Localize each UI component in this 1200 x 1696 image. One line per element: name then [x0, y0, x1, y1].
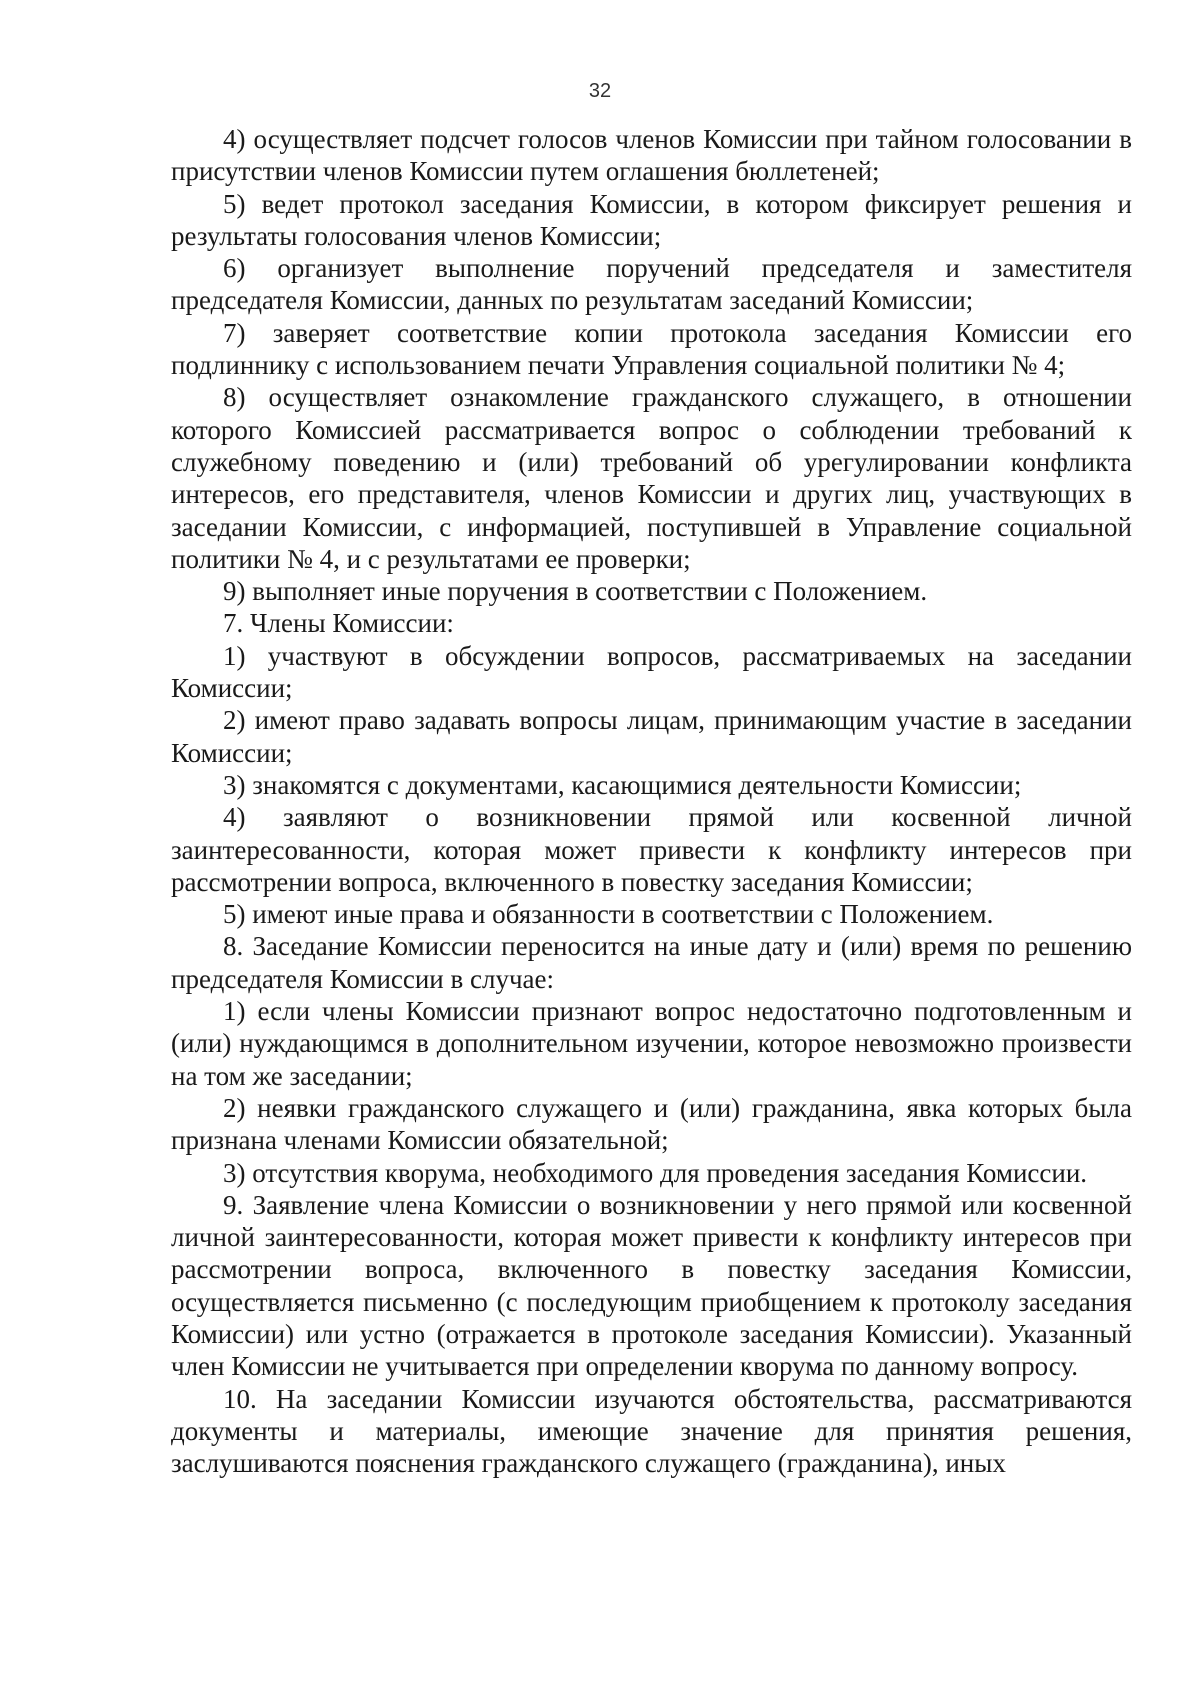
section-7-item-2: 2) имеют право задавать вопросы лицам, принимающим участие в заседании Комиссии;: [171, 705, 1132, 768]
paragraph-item-8-familiarization: 8) осуществляет ознакомление гражданского служащего, в отношении которого Комиссией рассматривается вопрос о соблюдении требований к служебному поведению и (или) требований об урегулировании конфликта интересов, его представителя, членов Комиссии и других лиц, участвующих в заседании Комиссии, с информацией, поступившей в Управление социальной политики № 4, и с результатами ее проверки;: [171, 382, 1132, 574]
section-8-heading: 8. Заседание Комиссии переносится на иные дату и (или) время по решению председателя Комиссии в случае:: [171, 931, 1132, 994]
section-7-item-5: 5) имеют иные права и обязанности в соответствии с Положением.: [223, 899, 994, 930]
section-7-heading: 7. Члены Комиссии:: [223, 608, 454, 639]
section-10-paragraph: 10. На заседании Комиссии изучаются обстоятельства, рассматриваются документы и материалы, имеющие значение для принятия решения, заслушиваются пояснения гражданского служащего (гражданина), иных: [171, 1383, 1132, 1479]
section-7-item-1: 1) участвуют в обсуждении вопросов, рассматриваемых на заседании Комиссии;: [171, 640, 1132, 704]
section-7-item-3: 3) знакомятся с документами, касающимися деятельности Комиссии;: [223, 769, 1022, 800]
section-8-item-3: 3) отсутствия кворума, необходимого для проведения заседания Комиссии.: [223, 1157, 1088, 1188]
paragraph-item-7-certify-copy: 7) заверяет соответствие копии протокола заседания Комиссии его подлиннику с использованием печати Управления социальной политики № 4;: [171, 317, 1132, 381]
section-7-item-4: 4) заявляют о возникновении прямой или косвенной личной заинтересованности, которая может привести к конфликту интересов при рассмотрении вопроса, включенного в повестку заседания Комиссии;: [171, 802, 1132, 897]
paragraph-item-6-instructions: 6) организует выполнение поручений председателя и заместителя председателя Комиссии, данных по результатам заседаний Комиссии;: [171, 253, 1132, 316]
page-number: 32: [588, 80, 612, 102]
section-8-item-1: 1) если члены Комиссии признают вопрос недостаточно подготовленным и (или) нуждающимся в дополнительном изучении, которое невозможно произвести на том же заседании;: [171, 996, 1132, 1091]
paragraph-item-4-vote-count: 4) осуществляет подсчет голосов членов Комиссии при тайном голосовании в присутствии членов Комиссии путем оглашения бюллетеней;: [171, 124, 1132, 187]
section-8-item-2: 2) неявки гражданского служащего и (или) гражданина, явка которых была признана членами Комиссии обязательной;: [171, 1092, 1132, 1156]
paragraph-item-9-other-duties: 9) выполняет иные поручения в соответствии с Положением.: [223, 576, 928, 607]
document-body: [171, 123, 1132, 1479]
section-9-paragraph: 9. Заявление члена Комиссии о возникновении у него прямой или косвенной личной заинтересованности, которая может привести к конфликту интересов при рассмотрении вопроса, включенного в повестку заседания Комиссии, осуществляется письменно (с последующим приобщением к протоколу заседания Комиссии) или устно (отражается в протоколе заседания Комиссии). Указанный член Комиссии не учитывается при определении кворума по данному вопросу.: [171, 1189, 1132, 1382]
paragraph-item-5-protocol: 5) ведет протокол заседания Комиссии, в котором фиксирует решения и результаты голосования членов Комиссии;: [171, 188, 1132, 251]
